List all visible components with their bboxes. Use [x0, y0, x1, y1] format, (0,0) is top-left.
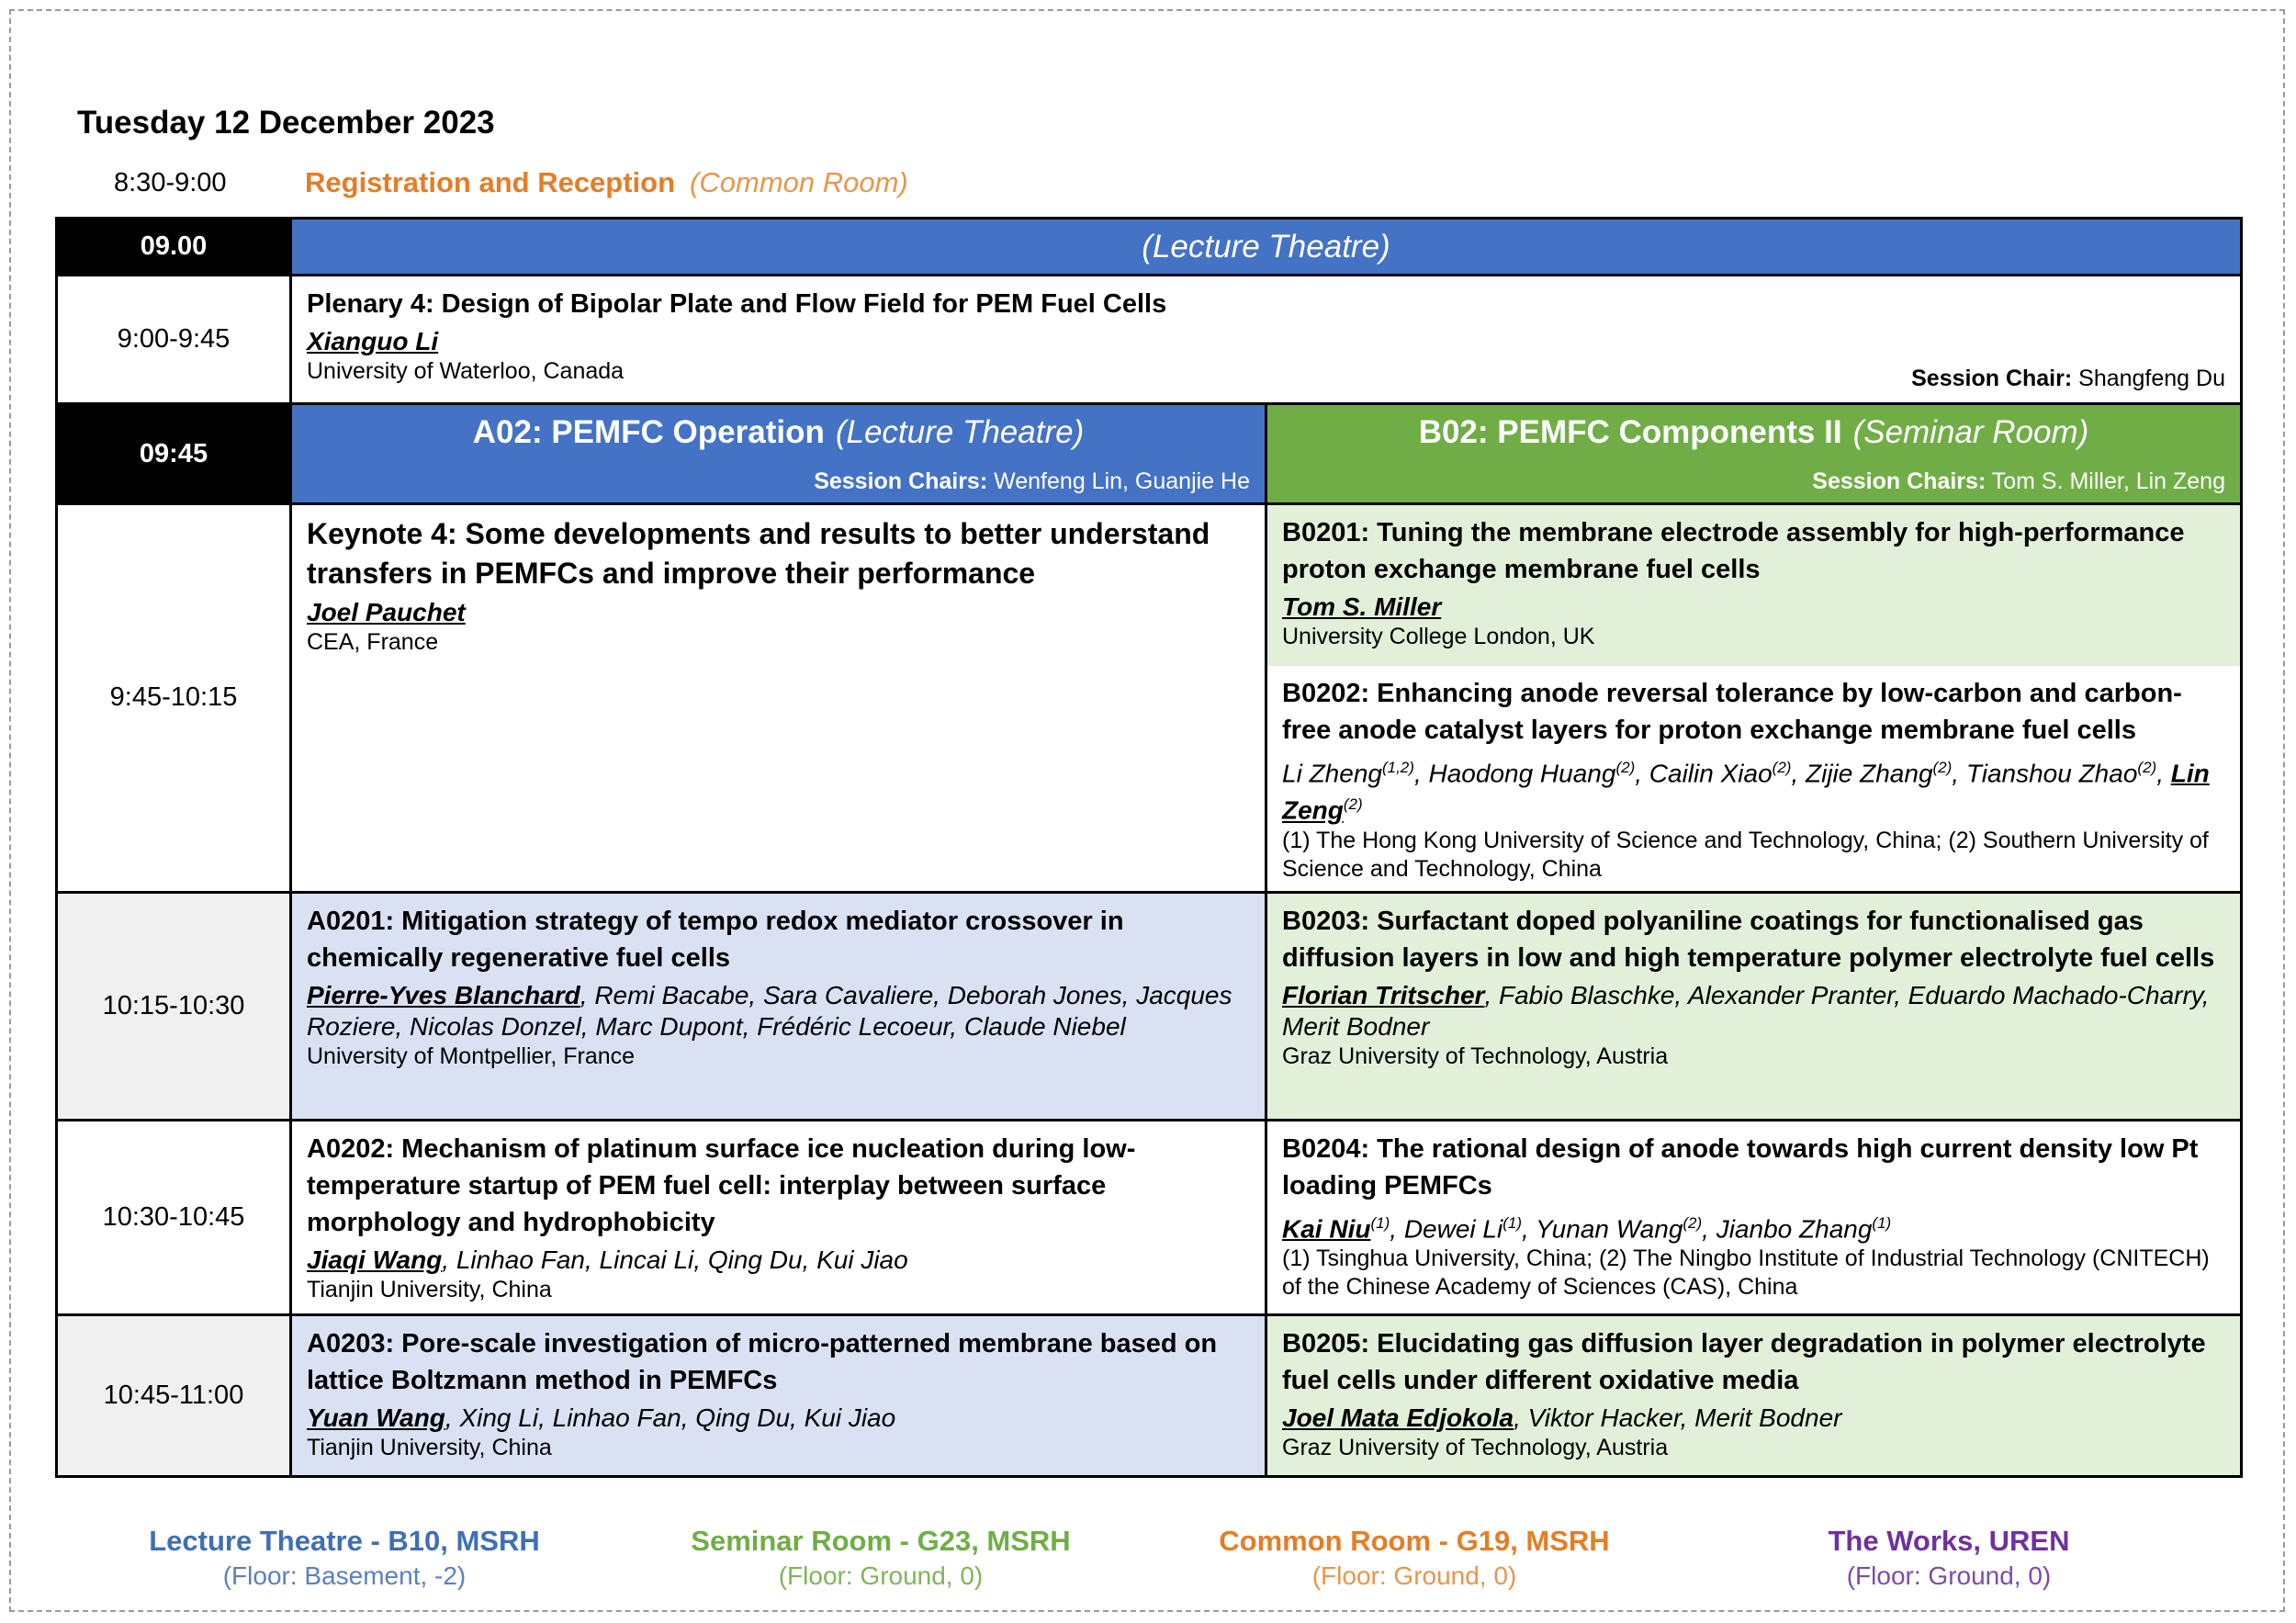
- b0204-authors: Kai Niu$^{(1)}$, Dewei Li$^{(1)}$, Yunan Wang$^{(2)}$, Jianbo Zhang$^{(1)}$: [1282, 1213, 1892, 1243]
- time-slot-3: 10:30-10:45: [57, 1120, 291, 1314]
- b0203-presenter: Florian Tritscher: [1282, 980, 1485, 1009]
- keynote-presenter: Joel Pauchet: [307, 598, 466, 626]
- venue-floor: (Floor: Ground, 0): [1846, 1561, 2052, 1590]
- venue-name: Seminar Room - G23, MSRH: [691, 1525, 1071, 1557]
- venue-floor: (Floor: Basement, -2): [222, 1561, 467, 1590]
- a0201-title: A0201: Mitigation strategy of tempo redox mediator crossover in chemically regenerative fuel cells: [307, 906, 1124, 973]
- talk-b0204: [1266, 1120, 2242, 1314]
- time-slot-4: 10:45-11:00: [57, 1314, 291, 1476]
- session-b-title: B02: PEMFC Components II: [1418, 414, 1842, 450]
- b0201-affiliation: University College London, UK: [1282, 624, 1595, 649]
- venue-common-room: [1139, 1525, 1690, 1591]
- b0205-coauthors: , Viktor Hacker, Merit Bodner: [1514, 1403, 1842, 1432]
- b0202-authors: Li Zheng$^{(1,2)}$, Haodong Huang$^{(2)}$, Cailin Xiao$^{(2)}$, Zijie Zhang$^{(2)}$, Tianshou Zhao$^{(2)}$, Lin Zeng$^{(2)}$: [1282, 759, 2210, 825]
- a0202-presenter: Jiaqi Wang: [307, 1245, 443, 1274]
- b0202-presenter: Lin Zeng: [1282, 759, 2210, 825]
- b0202-author-2: Haodong Huang: [1428, 759, 1616, 788]
- talk-b0203: [1266, 892, 2242, 1120]
- registration-title: Registration and Reception: [305, 166, 676, 198]
- b0204-author-3-aff: (2): [1683, 1213, 1703, 1232]
- b0202-author-5: Tianshou Zhao: [1965, 759, 2138, 788]
- session-b-header: [1266, 404, 2242, 504]
- b0202-title: B0202: Enhancing anode reversal tolerance by low-carbon and carbon-free anode catalyst layers for proton exchange membrane fuel cells: [1282, 679, 2182, 745]
- plenary-chair: [1911, 366, 2225, 392]
- venue-name: Common Room - G19, MSRH: [1219, 1525, 1610, 1557]
- b0202-author-4-aff: (2): [1932, 759, 1953, 776]
- a0203-presenter: Yuan Wang: [307, 1403, 445, 1432]
- time-slot-1: 9:45-10:15: [57, 504, 291, 893]
- b0204-author-2-aff: (1): [1503, 1213, 1522, 1232]
- session-a-chairs: Wenfeng Lin, Guanjie He: [994, 468, 1250, 494]
- talk-b0205: [1266, 1314, 2242, 1476]
- b0202-author-1-aff: (1,2): [1381, 759, 1414, 776]
- session-b-chairs: Tom S. Miller, Lin Zeng: [1991, 468, 2225, 494]
- plenary-cell: [291, 276, 2242, 404]
- venue-floor: (Floor: Ground, 0): [1311, 1561, 1517, 1590]
- venue-floor: (Floor: Ground, 0): [778, 1561, 984, 1590]
- a0202-title: A0202: Mechanism of platinum surface ice nucleation during low-temperature startup of PEM fuel cell: interplay between surface morphology and hydrophobicity: [307, 1133, 1136, 1237]
- keynote-affiliation: CEA, France: [307, 629, 439, 655]
- session-a-room: (Lecture Theatre): [835, 414, 1085, 450]
- a0201-presenter: Pierre-Yves Blanchard: [307, 980, 580, 1009]
- b0201-title: B0201: Tuning the membrane electrode assembly for high-performance proton exchange membrane fuel cells: [1282, 518, 2185, 584]
- plenary-room: (Lecture Theatre): [291, 219, 2242, 276]
- talk-b0201: [1267, 505, 2240, 666]
- b0201-b0202-cell: [1266, 504, 2242, 893]
- b0203-coauthors: , Fabio Blaschke, Alexander Pranter, Eduardo Machado-Charry, Merit Bodner: [1282, 980, 2210, 1041]
- b0202-author-3: Cailin Xiao: [1649, 759, 1773, 788]
- registration-room: (Common Room): [690, 166, 908, 198]
- day-title: Tuesday 12 December 2023: [77, 105, 495, 141]
- time-slot-2: 10:15-10:30: [57, 892, 291, 1120]
- b0202-author-4: Zijie Zhang: [1806, 759, 1933, 788]
- venue-name: Lecture Theatre - B10, MSRH: [149, 1525, 540, 1557]
- b0204-title: B0204: The rational design of anode towards high current density low Pt loading PEMFCs: [1282, 1133, 2199, 1200]
- a0202-affiliation: Tianjin University, China: [307, 1276, 552, 1302]
- plenary-chair-name: Shangfeng Du: [2078, 366, 2225, 391]
- b0204-author-4-aff: (1): [1872, 1213, 1892, 1232]
- b0204-author-3: Yunan Wang: [1536, 1213, 1683, 1243]
- b0205-affiliation: Graz University of Technology, Austria: [1282, 1434, 1669, 1460]
- venue-lecture-theatre: [69, 1525, 620, 1591]
- b0202-author-1: Li Zheng: [1282, 759, 1382, 788]
- b0204-author-4: Jianbo Zhang: [1716, 1213, 1873, 1243]
- b0202-author-5-aff: (2): [2137, 759, 2157, 776]
- keynote-title: Keynote 4: Some developments and results to better understand transfers in PEMFCs and improve their performance: [307, 517, 1210, 590]
- talk-b0202: [1267, 666, 2240, 891]
- b0202-author-2-aff: (2): [1615, 759, 1636, 776]
- plenary-start-time: 09.00: [57, 219, 291, 276]
- b0202-author-6-aff: (2): [1343, 795, 1363, 814]
- plenary-presenter: Xianguo Li: [307, 327, 439, 355]
- talk-a0201: [291, 892, 1266, 1120]
- plenary-time: 9:00-9:45: [57, 276, 291, 404]
- venue-the-works: [1673, 1525, 2224, 1591]
- session-a-title: A02: PEMFC Operation: [472, 414, 825, 450]
- talk-a0203: [291, 1314, 1266, 1476]
- schedule-table: [55, 217, 2243, 1478]
- a0203-title: A0203: Pore-scale investigation of micro-patterned membrane based on lattice Boltzmann method in PEMFCs: [307, 1328, 1218, 1395]
- b0202-affiliation: (1) The Hong Kong University of Science and Technology, China; (2) Southern University of Science and Technology, China: [1282, 827, 2209, 882]
- a0202-coauthors: , Linhao Fan, Lincai Li, Qing Du, Kui Jiao: [442, 1245, 908, 1274]
- plenary-chair-label: Session Chair:: [1911, 366, 2073, 391]
- talk-a0202: [291, 1120, 1266, 1314]
- session-a-chairs-label: Session Chairs:: [814, 468, 988, 494]
- plenary-affiliation: University of Waterloo, Canada: [307, 358, 625, 384]
- b0201-presenter: Tom S. Miller: [1282, 592, 1442, 621]
- plenary-title: Plenary 4: Design of Bipolar Plate and Flow Field for PEM Fuel Cells: [307, 289, 1167, 319]
- registration-time: 8:30-9:00: [114, 168, 227, 197]
- b0204-affiliation: (1) Tsinghua University, China; (2) The Ningbo Institute of Industrial Technology (CNITECH) of the Chinese Academy of Sciences (CAS), China: [1282, 1245, 2210, 1300]
- b0202-author-3-aff: (2): [1772, 759, 1792, 776]
- b0204-author-1-aff: (1): [1370, 1213, 1390, 1232]
- plenary-author: [307, 326, 2225, 357]
- session-b-room: (Seminar Room): [1852, 414, 2089, 450]
- keynote-cell: [291, 504, 1266, 893]
- a0201-affiliation: University of Montpellier, France: [307, 1043, 636, 1069]
- registration-line: [305, 166, 908, 199]
- a0203-affiliation: Tianjin University, China: [307, 1434, 552, 1460]
- b0205-title: B0205: Elucidating gas diffusion layer degradation in polymer electrolyte fuel cells under different oxidative media: [1282, 1328, 2206, 1395]
- a0201-coauthors: , Remi Bacabe, Sara Cavaliere, Deborah Jones, Jacques Roziere, Nicolas Donzel, Marc Dupont, Frédéric Lecoeur, Claude Niebel: [307, 980, 1232, 1041]
- sessions-start-time: 09:45: [57, 404, 291, 504]
- venue-seminar-room: [605, 1525, 1156, 1591]
- b0204-presenter: Kai Niu: [1282, 1213, 1371, 1243]
- a0203-coauthors: , Xing Li, Linhao Fan, Qing Du, Kui Jiao: [445, 1403, 896, 1432]
- session-a-header: [291, 404, 1266, 504]
- b0203-title: B0203: Surfactant doped polyaniline coatings for functionalised gas diffusion layers in low and high temperature polymer electrolyte fuel cells: [1282, 906, 2215, 973]
- venue-name: The Works, UREN: [1828, 1525, 2070, 1557]
- b0205-presenter: Joel Mata Edjokola: [1282, 1403, 1514, 1432]
- b0203-affiliation: Graz University of Technology, Austria: [1282, 1043, 1669, 1069]
- session-b-chairs-label: Session Chairs:: [1812, 468, 1986, 494]
- b0204-author-2: Dewei Li: [1403, 1213, 1503, 1243]
